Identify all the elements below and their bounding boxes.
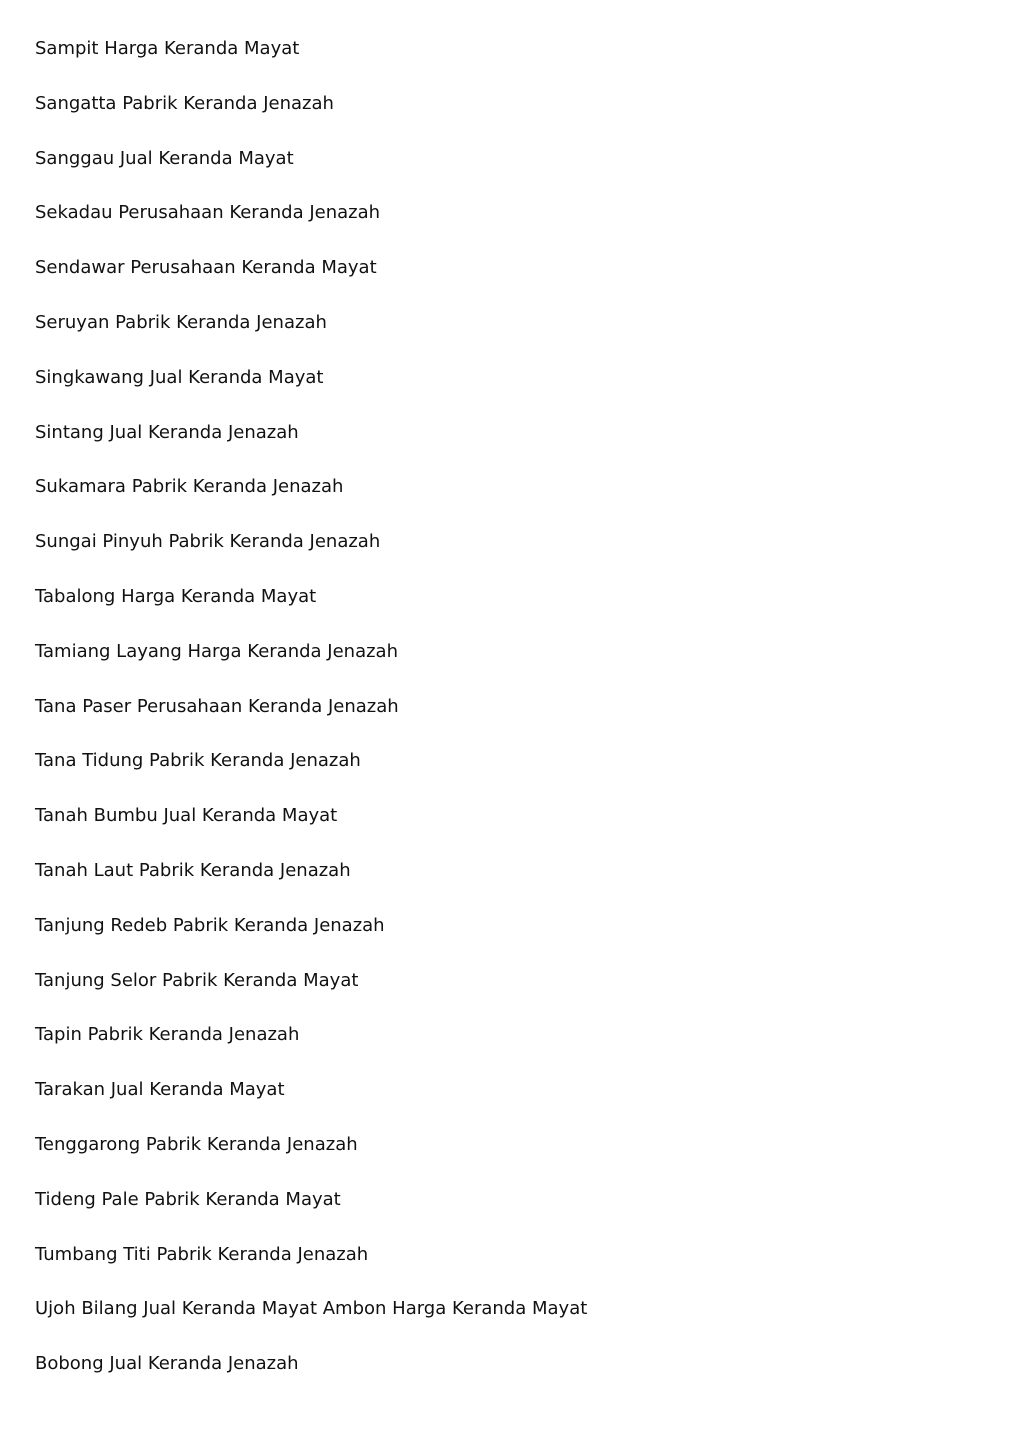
text-line: Seruyan Pabrik Keranda Jenazah — [35, 311, 327, 333]
text-line: Tarakan Jual Keranda Mayat — [35, 1079, 285, 1101]
text-line: Sangatta Pabrik Keranda Jenazah — [35, 92, 334, 114]
text-line: Sampit Harga Keranda Mayat — [35, 38, 300, 59]
text-line: Tanah Bumbu Jual Keranda Mayat — [35, 805, 338, 827]
text-line: Sukamara Pabrik Keranda Jenazah — [35, 476, 344, 498]
text-line: Tumbang Titi Pabrik Keranda Jenazah — [35, 1243, 369, 1265]
text-line: Tanjung Redeb Pabrik Keranda Jenazah — [35, 914, 385, 936]
text-line: Tenggarong Pabrik Keranda Jenazah — [35, 1133, 358, 1155]
text-line: Sanggau Jual Keranda Mayat — [35, 147, 294, 169]
text-line: Tanah Laut Pabrik Keranda Jenazah — [35, 859, 351, 881]
text-line: Tabalong Harga Keranda Mayat — [35, 585, 317, 607]
text-line: Tideng Pale Pabrik Keranda Mayat — [35, 1188, 341, 1210]
text-line: Tana Tidung Pabrik Keranda Jenazah — [35, 750, 361, 772]
text-line: Sungai Pinyuh Pabrik Keranda Jenazah — [35, 531, 381, 553]
text-line: Sintang Jual Keranda Jenazah — [35, 421, 299, 443]
text-line: Sekadau Perusahaan Keranda Jenazah — [35, 202, 381, 224]
text-line-list — [35, 37, 587, 1407]
text-line: Singkawang Jual Keranda Mayat — [35, 366, 324, 388]
text-line: Tanjung Selor Pabrik Keranda Mayat — [35, 969, 359, 991]
text-line: Tamiang Layang Harga Keranda Jenazah — [35, 640, 398, 662]
text-line: Bobong Jual Keranda Jenazah — [35, 1353, 299, 1375]
text-line: Tapin Pabrik Keranda Jenazah — [35, 1024, 300, 1046]
text-line: Ujoh Bilang Jual Keranda Mayat Ambon Harga Keranda Mayat — [35, 1298, 588, 1320]
text-line: Sendawar Perusahaan Keranda Mayat — [35, 257, 377, 279]
text-line: Tana Paser Perusahaan Keranda Jenazah — [35, 695, 399, 717]
